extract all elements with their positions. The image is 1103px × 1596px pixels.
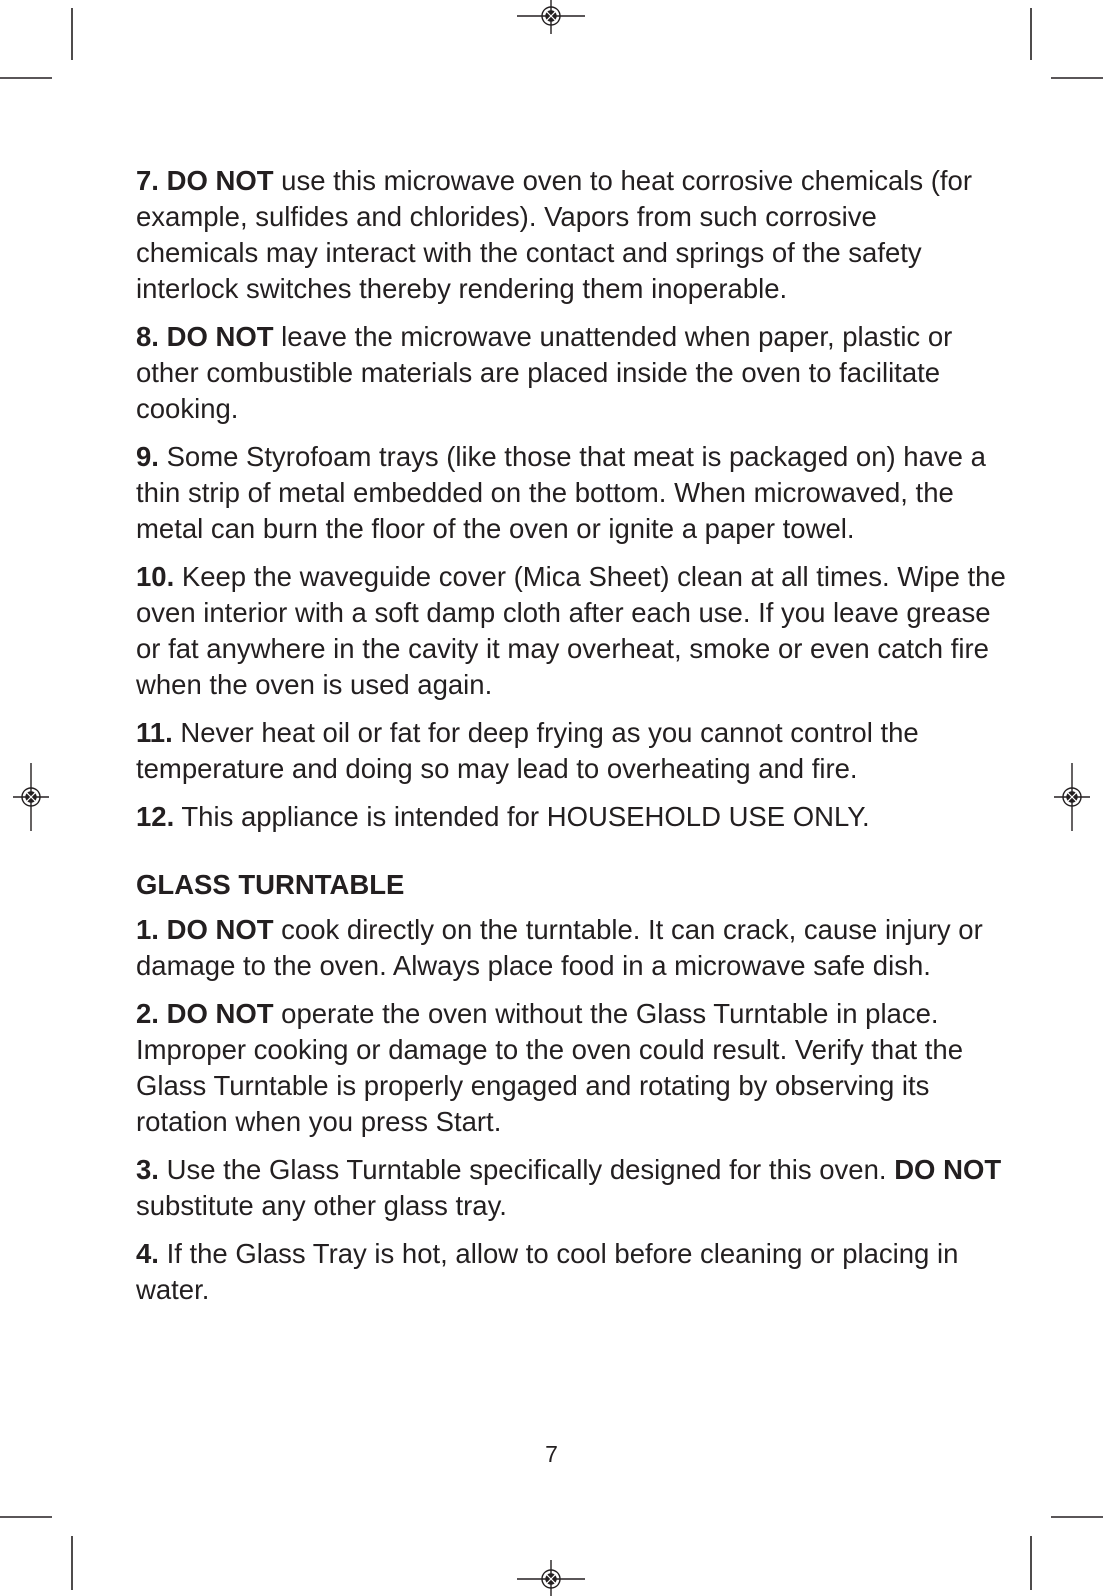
- safety-item-10: [136, 559, 1006, 703]
- item-warning: DO NOT: [894, 1154, 1002, 1185]
- item-text: This appliance is intended for HOUSEHOLD USE ONLY.: [174, 801, 870, 832]
- item-text: If the Glass Tray is hot, allow to cool before cleaning or placing in water.: [136, 1238, 959, 1305]
- item-number: 12.: [136, 801, 175, 832]
- item-text: Never heat oil or fat for deep frying as you cannot control the temperature and doing so may lead to overheating and fire.: [136, 717, 919, 784]
- item-warning: DO NOT: [166, 321, 274, 352]
- registration-mark-left-icon: [13, 763, 49, 831]
- section-heading-glass-turntable: GLASS TURNTABLE: [136, 869, 405, 900]
- item-text: Some Styrofoam trays (like those that meat is packaged on) have a thin strip of metal embedded on the bottom. When microwaved, the metal can burn the floor of the oven or ignite a paper towel.: [136, 441, 986, 544]
- item-text: operate the oven without the Glass Turntable in place. Improper cooking or damage to the oven could result. Verify that the Glass Turntable is properly engaged and rotating by observing its rotation when you press Start.: [136, 998, 964, 1137]
- registration-mark-top-icon: [517, 0, 585, 34]
- page-body: [136, 163, 1006, 1320]
- turntable-item-3: [136, 1152, 1006, 1224]
- item-number: 8.: [136, 321, 159, 352]
- item-text: Use the Glass Turntable specifically designed for this oven.: [158, 1154, 895, 1185]
- item-text: leave the microwave unattended when paper, plastic or other combustible materials are placed inside the oven to facilitate cooking.: [136, 321, 953, 424]
- safety-item-8: [136, 319, 1006, 427]
- page-number: 7: [545, 1441, 558, 1467]
- item-number: 1.: [136, 914, 159, 945]
- item-warning: DO NOT: [166, 998, 274, 1029]
- item-number: 10.: [136, 561, 175, 592]
- item-number: 11.: [136, 717, 173, 748]
- turntable-item-2: [136, 996, 1006, 1140]
- safety-item-12: [136, 799, 1006, 835]
- item-number: 3.: [136, 1154, 159, 1185]
- item-number: 7.: [136, 165, 159, 196]
- item-warning: DO NOT: [166, 914, 274, 945]
- item-number: 4.: [136, 1238, 159, 1269]
- item-text: Keep the waveguide cover (Mica Sheet) clean at all times. Wipe the oven interior with a soft damp cloth after each use. If you leave grease or fat anywhere in the cavity it may overheat, smoke or even catch fire when the oven is used again.: [136, 561, 1006, 700]
- safety-item-9: [136, 439, 1006, 547]
- safety-item-11: [136, 715, 1006, 787]
- safety-item-7: [136, 163, 1006, 307]
- item-text: cook directly on the turntable. It can crack, cause injury or damage to the oven. Always place food in a microwave safe dish.: [136, 914, 983, 981]
- item-number: 2.: [136, 998, 159, 1029]
- registration-mark-right-icon: [1054, 763, 1090, 831]
- turntable-item-1: [136, 912, 1006, 984]
- item-warning: DO NOT: [166, 165, 274, 196]
- registration-mark-bottom-icon: [517, 1560, 585, 1596]
- item-text-continued: substitute any other glass tray.: [136, 1190, 507, 1221]
- item-text: use this microwave oven to heat corrosive chemicals (for example, sulfides and chlorides). Vapors from such corrosive chemicals may interact with the contact and springs of the safety interlock switches thereby rendering them inoperable.: [136, 165, 973, 304]
- item-number: 9.: [136, 441, 159, 472]
- turntable-item-4: [136, 1236, 1006, 1308]
